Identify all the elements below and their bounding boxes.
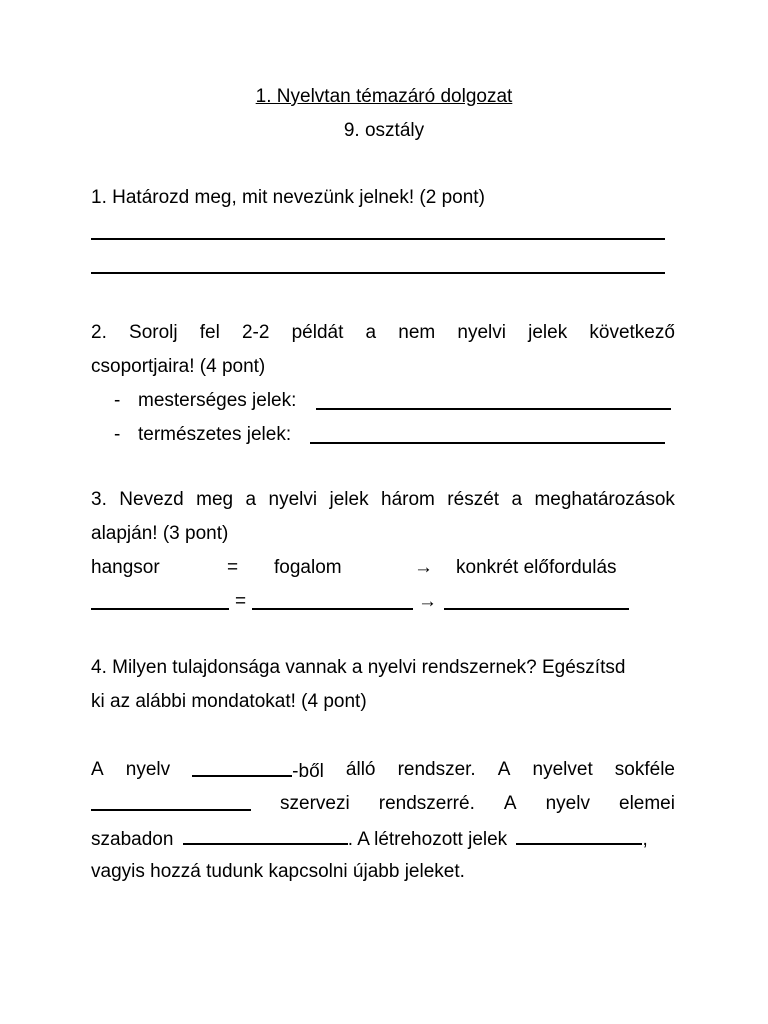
- question-2-line2: csoportjaira! (4 pont): [91, 356, 266, 377]
- class-label: 9. osztály: [343, 120, 425, 141]
- bullet-termeszetes: [114, 424, 120, 446]
- fill-blank: [183, 827, 348, 845]
- label-mesterseges: mesterséges jelek:: [138, 390, 297, 411]
- q2-word: példát: [291, 322, 344, 343]
- q3-word: meghatározások: [534, 489, 675, 510]
- para-word: nyelvet: [532, 759, 593, 780]
- bullet-mesterseges: [114, 390, 120, 412]
- q3-word: Nevezd: [119, 489, 184, 510]
- q3-word: meg: [196, 489, 234, 510]
- answer-line-1a: [91, 238, 665, 240]
- para-word: elemei: [619, 793, 675, 814]
- q2-word: a: [365, 322, 377, 343]
- question-4-line1: 4. Milyen tulajdonsága vannak a nyelvi rendszernek? Egészítsd: [91, 657, 626, 678]
- q2-word: következő: [589, 322, 675, 343]
- q3-word: 3.: [91, 489, 107, 510]
- question-1-text: 1. Határozd meg, mit nevezünk jelnek! (2 pont): [91, 187, 485, 208]
- para-word: nyelv: [125, 759, 171, 780]
- para-word: szervezi: [280, 793, 350, 814]
- equals-sign: =: [227, 557, 239, 578]
- q3-word: részét: [447, 489, 500, 510]
- q2-word: Sorolj: [129, 322, 178, 343]
- para-blank-group: [192, 759, 324, 783]
- q2-word: jelek: [528, 322, 568, 343]
- paragraph-line-1: [91, 759, 675, 783]
- q3-word: jelek: [329, 489, 369, 510]
- bullet-dash: -: [114, 424, 121, 445]
- question-3-line1: [91, 489, 675, 511]
- q3-word: a: [245, 489, 257, 510]
- para-word: rendszerré.: [378, 793, 475, 814]
- equals-sign: =: [235, 591, 247, 612]
- arrow-icon: →: [418, 591, 437, 612]
- q2-word: 2-2: [241, 322, 270, 343]
- q2-word: fel: [199, 322, 220, 343]
- question-2-line1: [91, 322, 675, 344]
- question-3-line2: alapján! (3 pont): [91, 523, 229, 544]
- answer-line-termeszetes: [310, 442, 665, 444]
- fill-blank: [91, 793, 251, 811]
- bullet-dash: -: [114, 390, 121, 411]
- answer-line-3a: [91, 608, 229, 610]
- q3-word: nyelvi: [268, 489, 318, 510]
- para-word: ,: [642, 829, 648, 850]
- answer-line-3c: [444, 608, 629, 610]
- fill-blank: [516, 827, 642, 845]
- q3-word: három: [381, 489, 435, 510]
- q2-word: nyelvi: [457, 322, 506, 343]
- arrow-icon: →: [414, 557, 433, 578]
- term-fogalom: fogalom: [274, 557, 342, 578]
- answer-line-mesterseges: [316, 408, 671, 410]
- para-word: A: [91, 759, 104, 780]
- q2-word: nem: [398, 322, 436, 343]
- para-word: álló: [345, 759, 376, 780]
- question-4-line2: ki az alábbi mondatokat! (4 pont): [91, 691, 367, 712]
- term-hangsor: hangsor: [91, 557, 160, 578]
- term-konkret-elofordulas: konkrét előfordulás: [456, 557, 617, 578]
- para-word: -ből: [292, 761, 324, 782]
- label-termeszetes: természetes jelek:: [138, 424, 292, 445]
- paragraph-line-3: [91, 827, 648, 851]
- para-word: sokféle: [614, 759, 675, 780]
- q2-word: 2.: [91, 322, 107, 343]
- para-word: rendszer.: [397, 759, 476, 780]
- answer-line-1b: [91, 272, 665, 274]
- paragraph-line-4: vagyis hozzá tudunk kapcsolni újabb jeleket.: [91, 861, 465, 882]
- para-word: A: [497, 759, 511, 780]
- fill-blank: [192, 759, 292, 777]
- para-word: szabadon: [91, 829, 174, 850]
- answer-line-3b: [252, 608, 413, 610]
- para-word: A: [503, 793, 517, 814]
- document-title: [0, 86, 768, 108]
- document-title-text: 1. Nyelvtan témazáró dolgozat: [255, 86, 513, 107]
- q3-word: a: [511, 489, 523, 510]
- para-word: . A létrehozott jelek: [347, 829, 508, 850]
- para-word: nyelv: [545, 793, 590, 814]
- paragraph-line-2: [91, 793, 675, 815]
